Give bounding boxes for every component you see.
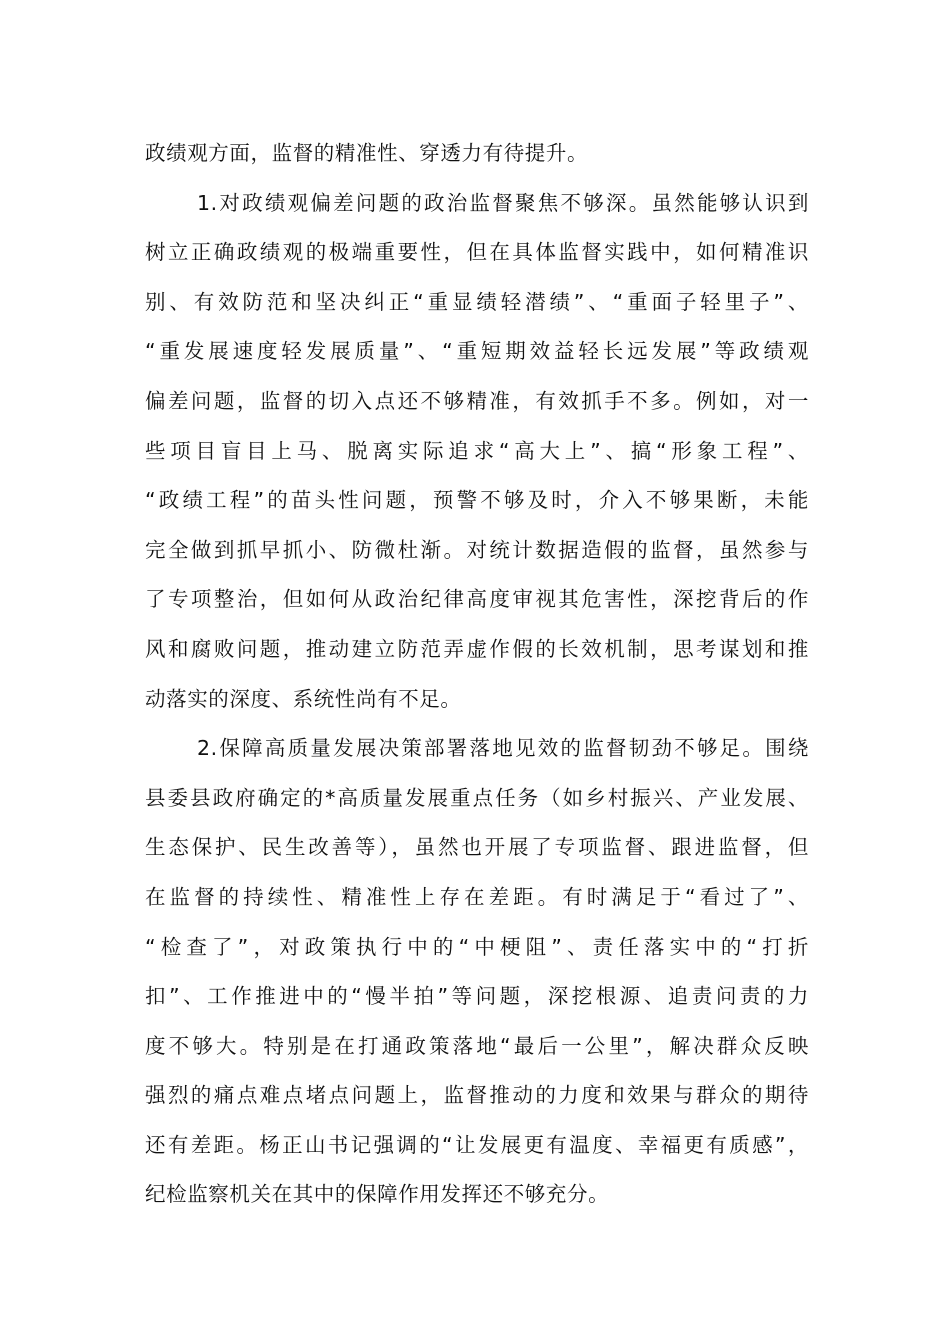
text-line: 些项目盲目上马、脱离实际追求“高大上”、搞“形象工程”、 (145, 438, 809, 463)
text-line: 政绩观方面，监督的精准性、穿透力有待提升。 (145, 141, 589, 165)
text-line: 在监督的持续性、精准性上存在差距。有时满足于“看过了”、 (145, 884, 809, 909)
paragraph-2-start: 2.保障高质量发展决策部署落地见效的监督韧劲不够足。围绕 (197, 736, 809, 761)
text-line: 县委县政府确定的*高质量发展重点任务（如乡村振兴、产业发展、 (145, 785, 809, 810)
text-line: “重发展速度轻发展质量”、“重短期效益轻长远发展”等政绩观 (145, 339, 809, 364)
text-line: 完全做到抓早抓小、防微杜渐。对统计数据造假的监督，虽然参与 (145, 537, 809, 562)
text-line: 偏差问题，监督的切入点还不够精准，有效抓手不多。例如，对一 (145, 388, 809, 413)
text-line: “政绩工程”的苗头性问题，预警不够及时，介入不够果断，未能 (145, 488, 809, 513)
text-line: 度不够大。特别是在打通政策落地“最后一公里”，解决群众反映 (145, 1033, 809, 1058)
text-line: “检查了”，对政策执行中的“中梗阻”、责任落实中的“打折 (145, 934, 809, 959)
text-line: 还有差距。杨正山书记强调的“让发展更有温度、幸福更有质感”， (145, 1132, 809, 1157)
text-line: 扣”、工作推进中的“慢半拍”等问题，深挖根源、追责问责的力 (145, 984, 809, 1009)
body-text (145, 129, 809, 1220)
text-line: 树立正确政绩观的极端重要性，但在具体监督实践中，如何精准识 (145, 240, 809, 265)
text-line: 动落实的深度、系统性尚有不足。 (145, 686, 462, 711)
text-line: 风和腐败问题，推动建立防范弄虚作假的长效机制，思考谋划和推 (145, 636, 809, 661)
text-line: 了专项整治，但如何从政治纪律高度审视其危害性，深挖背后的作 (145, 587, 809, 612)
text-line: 别、有效防范和坚决纠正“重显绩轻潜绩”、“重面子轻里子”、 (145, 289, 809, 314)
paragraph-1-start: 1.对政绩观偏差问题的政治监督聚焦不够深。虽然能够认识到 (197, 190, 809, 215)
text-line: 强烈的痛点难点堵点问题上，监督推动的力度和效果与群众的期待 (145, 1083, 809, 1108)
text-line: 生态保护、民生改善等），虽然也开展了专项监督、跟进监督，但 (145, 835, 809, 860)
text-line: 纪检监察机关在其中的保障作用发挥还不够充分。 (145, 1182, 610, 1207)
